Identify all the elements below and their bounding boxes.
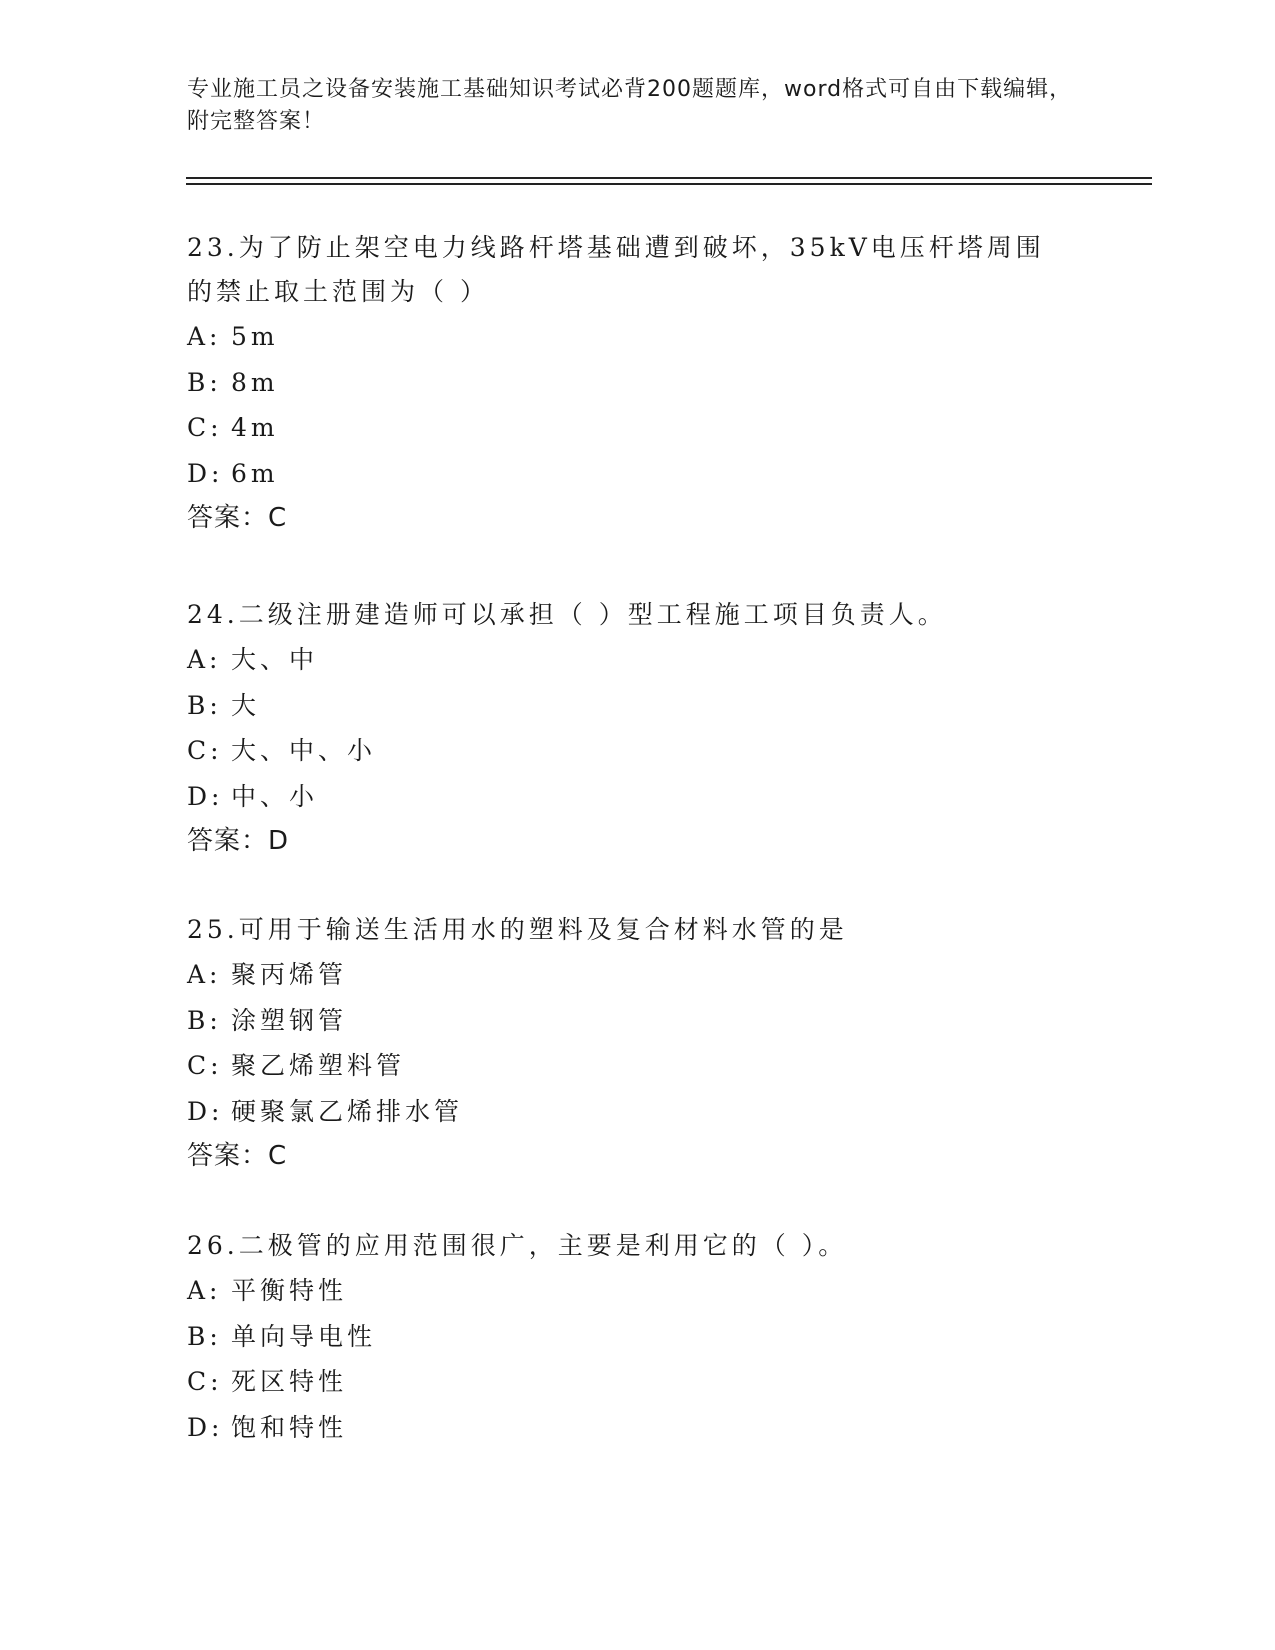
option-text: 6m	[231, 458, 279, 488]
question-26	[187, 1224, 1087, 1450]
option-text: 涂塑钢管	[231, 1005, 348, 1035]
option-text: 4m	[231, 413, 279, 442]
header-divider-top	[186, 177, 1152, 179]
option-a	[187, 952, 1087, 998]
option-text: 8m	[231, 367, 279, 397]
option-b	[187, 1314, 1087, 1360]
question-stem: 26.二极管的应用范围很广，主要是利用它的（ ）。	[187, 1231, 848, 1260]
option-c	[187, 405, 1087, 451]
option-text: 硬聚氯乙烯排水管	[231, 1096, 464, 1126]
option-c	[187, 1043, 1087, 1089]
option-letter: B:	[187, 1005, 222, 1035]
option-letter: B:	[187, 690, 222, 720]
question-25	[187, 908, 1087, 1179]
option-text: 死区特性	[231, 1367, 348, 1396]
option-b	[187, 998, 1087, 1044]
option-a	[187, 314, 1087, 360]
option-b	[187, 360, 1087, 406]
option-text: 5m	[231, 322, 279, 351]
option-letter: C:	[187, 413, 223, 442]
option-text: 平衡特性	[231, 1276, 348, 1305]
option-text: 大、中、小	[231, 736, 377, 765]
option-letter: C:	[187, 736, 223, 765]
option-d	[187, 1405, 1087, 1451]
option-letter: D:	[187, 458, 224, 488]
option-c	[187, 728, 1087, 774]
question-24	[187, 593, 1087, 864]
option-letter: A:	[187, 1276, 222, 1305]
option-text: 大	[231, 690, 261, 720]
answer-label: 答案：D	[187, 826, 290, 856]
answer-label: 答案：C	[187, 1141, 288, 1171]
option-letter: A:	[187, 322, 222, 351]
option-text: 饱和特性	[231, 1412, 348, 1442]
option-letter: D:	[187, 1096, 224, 1126]
question-stem: 24.二级注册建造师可以承担（ ）型工程施工项目负责人。	[187, 600, 947, 629]
header-divider-bottom	[186, 183, 1152, 185]
option-letter: D:	[187, 1412, 224, 1442]
answer-label: 答案：C	[187, 503, 288, 533]
option-text: 中、小	[231, 781, 319, 811]
option-letter: C:	[187, 1051, 223, 1080]
question-stem: 25.可用于输送生活用水的塑料及复合材料水管的是	[187, 915, 848, 944]
option-a	[187, 1268, 1087, 1314]
document-header: 专业施工员之设备安装施工基础知识考试必背200题题库，word格式可自由下载编辑，附完整答案！	[187, 77, 1073, 134]
option-letter: B:	[187, 367, 222, 397]
option-text: 聚乙烯塑料管	[231, 1051, 406, 1080]
option-text: 单向导电性	[231, 1321, 377, 1351]
option-letter: C:	[187, 1367, 223, 1396]
option-c	[187, 1359, 1087, 1405]
option-d	[187, 451, 1087, 497]
question-23	[187, 226, 1087, 541]
option-letter: A:	[187, 645, 222, 674]
option-text: 聚丙烯管	[231, 960, 348, 989]
question-stem: 23.为了防止架空电力线路杆塔基础遭到破坏，35kV电压杆塔周围的禁止取土范围为（ ）	[187, 233, 1045, 306]
option-b	[187, 683, 1087, 729]
option-letter: A:	[187, 960, 222, 989]
option-d	[187, 774, 1087, 820]
option-text: 大、中	[231, 645, 319, 674]
option-letter: B:	[187, 1321, 222, 1351]
option-letter: D:	[187, 781, 224, 811]
option-a	[187, 637, 1087, 683]
option-d	[187, 1089, 1087, 1135]
